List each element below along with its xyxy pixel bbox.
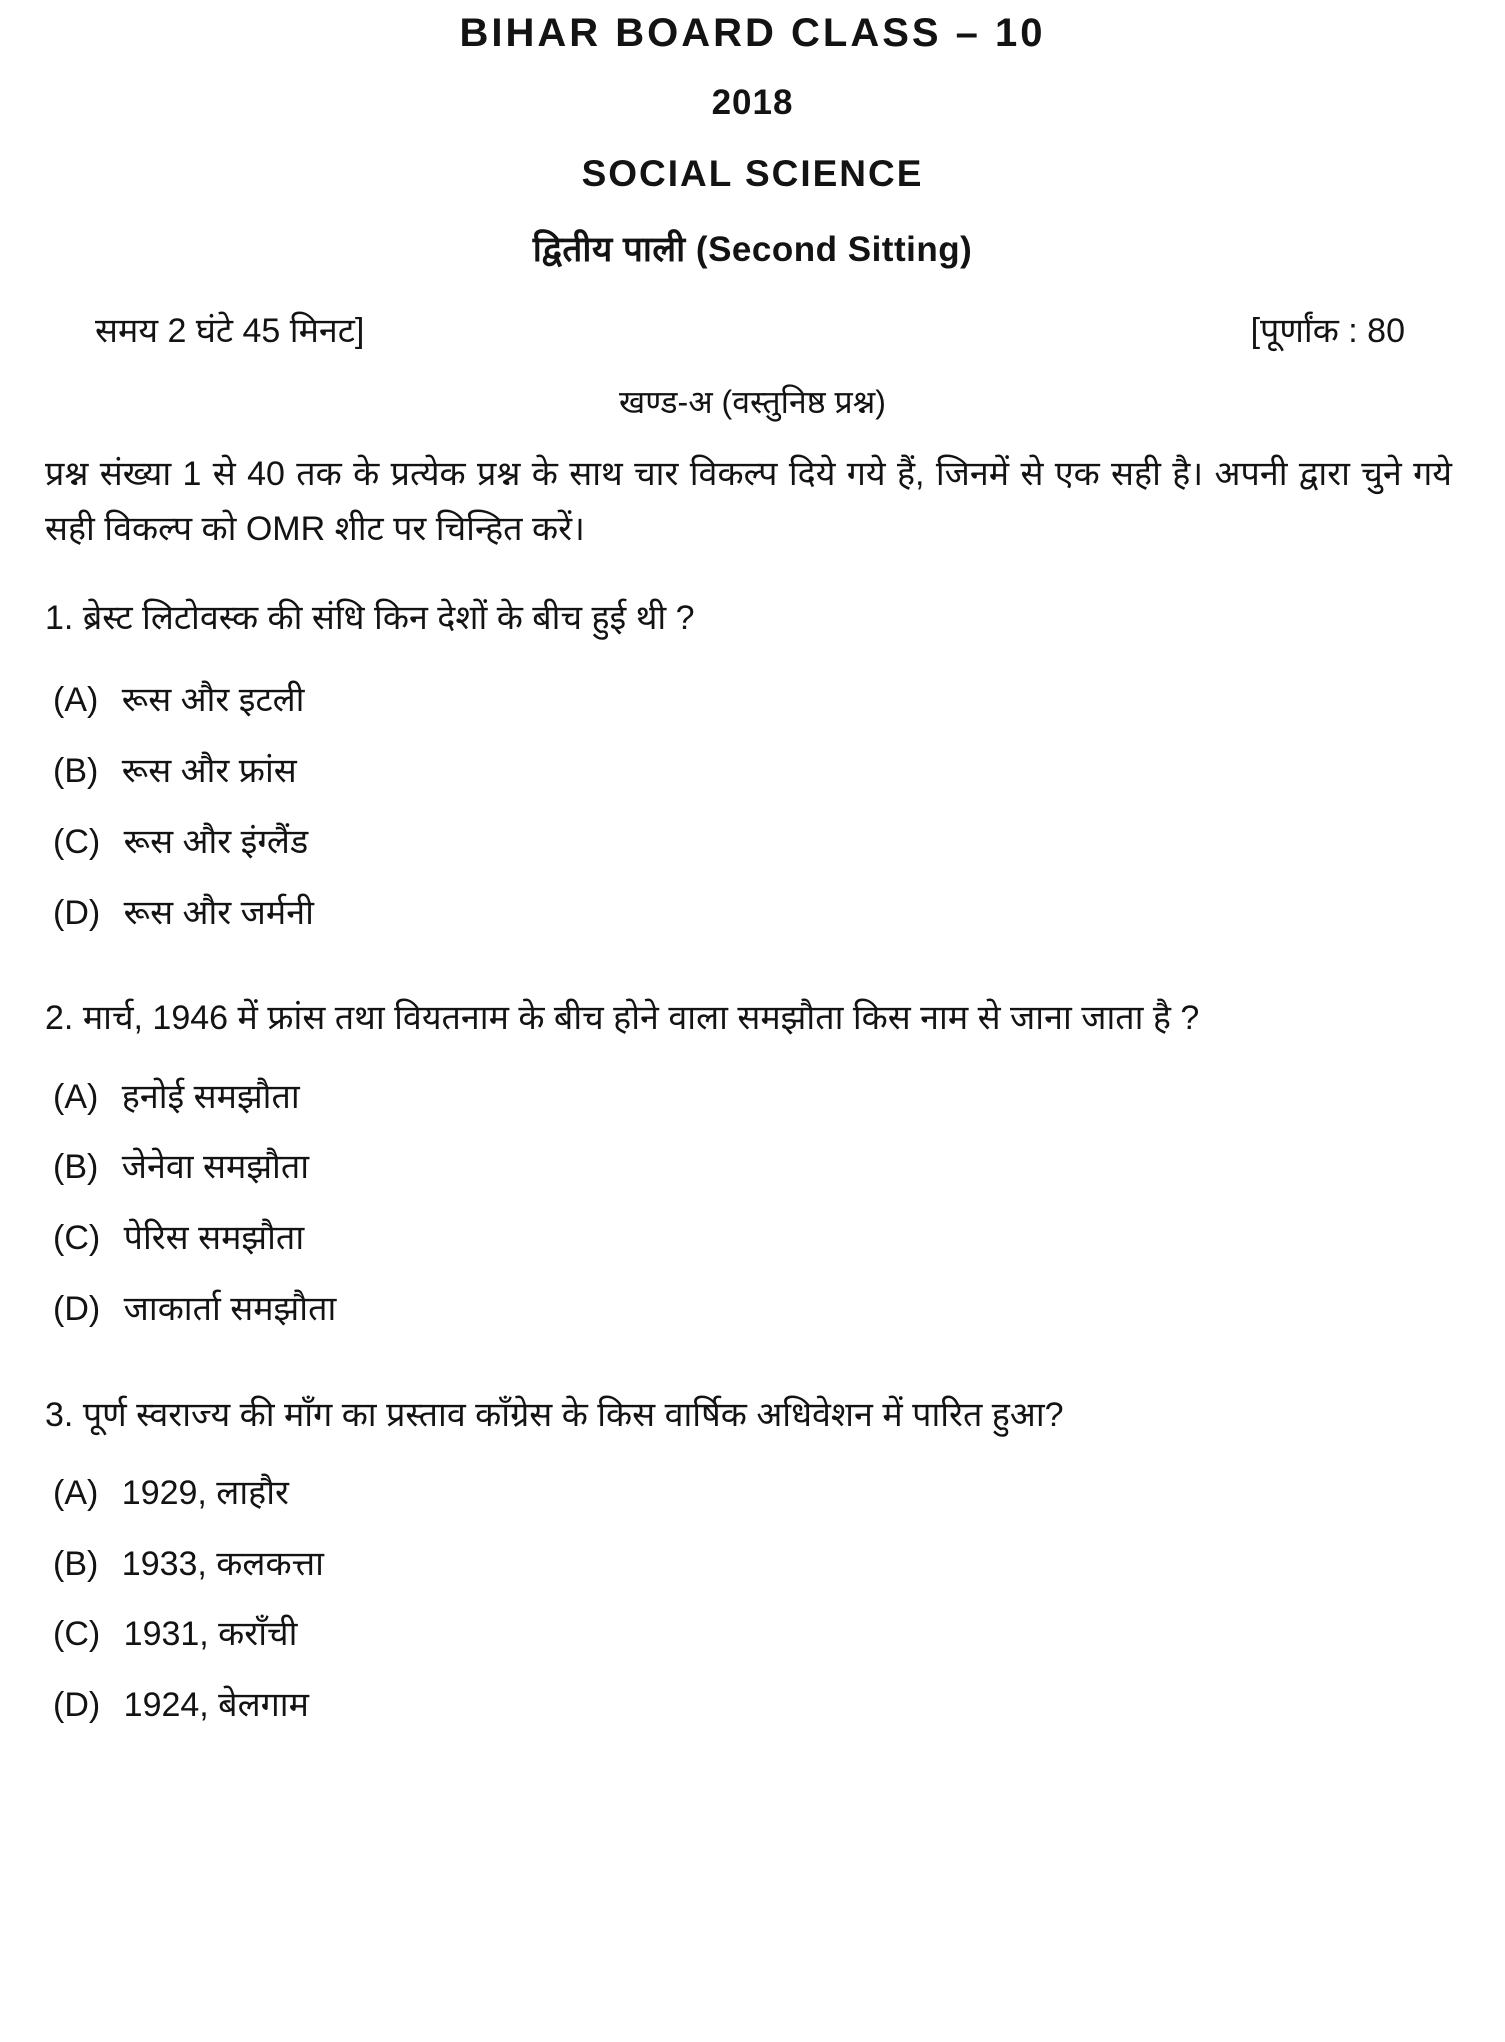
exam-paper-page — [0, 8, 1505, 2042]
option-item[interactable] — [45, 1544, 1460, 1585]
option-item[interactable] — [45, 680, 1460, 721]
option-item[interactable] — [45, 1614, 1460, 1655]
exam-meta-row — [45, 306, 1460, 352]
option-item[interactable] — [45, 751, 1460, 792]
option-label: (C) — [53, 1615, 101, 1654]
option-text: रूस और इंग्लैंड — [123, 822, 309, 861]
question-number: 2. — [45, 999, 74, 1038]
option-label: (D) — [53, 1289, 101, 1328]
option-item[interactable] — [45, 1077, 1460, 1118]
option-label: (A) — [53, 681, 99, 720]
option-text: 1924, बेलगाम — [123, 1686, 309, 1725]
option-item[interactable] — [45, 1473, 1460, 1514]
option-text: जेनेवा समझौता — [121, 1148, 310, 1187]
question-text — [45, 991, 1460, 1046]
option-label: (B) — [53, 752, 99, 791]
option-list — [45, 1473, 1460, 1726]
option-item[interactable] — [45, 1218, 1460, 1259]
option-item[interactable] — [45, 893, 1460, 934]
question-body: ब्रेस्ट लिटोवस्क की संधि किन देशों के बीच हुई थी ? — [82, 599, 695, 638]
option-text: रूस और इटली — [121, 681, 305, 720]
exam-year: 2018 — [711, 83, 794, 122]
question-body: मार्च, 1946 में फ्रांस तथा वियतनाम के बीच होने वाला समझौता किस नाम से जाना जाता है ? — [82, 999, 1200, 1038]
exam-full-marks: [पूर्णांक : 80 — [1250, 312, 1405, 350]
option-text: 1929, लाहौर — [121, 1473, 289, 1512]
option-item[interactable] — [45, 1147, 1460, 1188]
page-title: BIHAR BOARD CLASS – 10 — [459, 11, 1046, 55]
option-text: हनोई समझौता — [121, 1077, 300, 1116]
option-item[interactable] — [45, 822, 1460, 863]
exam-sitting: द्वितीय पाली (Second Sitting) — [532, 230, 973, 269]
question-number: 3. — [45, 1395, 74, 1434]
option-item[interactable] — [45, 1685, 1460, 1726]
option-text: रूस और फ्रांस — [121, 752, 297, 791]
option-item[interactable] — [45, 1289, 1460, 1330]
question-text — [45, 1388, 1460, 1443]
question-text — [45, 591, 1460, 646]
section-heading: खण्ड-अ (वस्तुनिष्ठ प्रश्न) — [619, 384, 886, 420]
exam-instructions: प्रश्न संख्या 1 से 40 तक के प्रत्येक प्रश्न के साथ चार विकल्प दिये गये हैं, जिनमें से एक सही है। अपनी द्वारा चुने गये सही विकल्प को OMR शीट पर चिन्हित करें। — [45, 455, 1452, 549]
option-label: (D) — [53, 893, 101, 932]
option-label: (A) — [53, 1077, 99, 1116]
option-text: पेरिस समझौता — [123, 1219, 305, 1258]
question-number: 1. — [45, 599, 74, 638]
question-block — [45, 1388, 1460, 1726]
question-block — [45, 591, 1460, 933]
option-text: रूस और जर्मनी — [123, 893, 314, 932]
option-label: (C) — [53, 822, 101, 861]
option-text: 1933, कलकत्ता — [121, 1544, 324, 1583]
option-list — [45, 1077, 1460, 1330]
option-label: (C) — [53, 1219, 101, 1258]
question-body: पूर्ण स्वराज्य की माँग का प्रस्ताव काँग्रेस के किस वार्षिक अधिवेशन में पारित हुआ? — [82, 1395, 1064, 1434]
option-list — [45, 680, 1460, 933]
option-label: (B) — [53, 1148, 99, 1187]
option-label: (A) — [53, 1473, 99, 1512]
option-label: (D) — [53, 1686, 101, 1725]
exam-subject: SOCIAL SCIENCE — [581, 153, 924, 194]
question-block — [45, 991, 1460, 1329]
exam-duration: समय 2 घंटे 45 मिनट] — [95, 312, 365, 350]
option-text: जाकार्ता समझौता — [123, 1289, 337, 1328]
option-text: 1931, कराँची — [123, 1615, 298, 1654]
option-label: (B) — [53, 1544, 99, 1583]
